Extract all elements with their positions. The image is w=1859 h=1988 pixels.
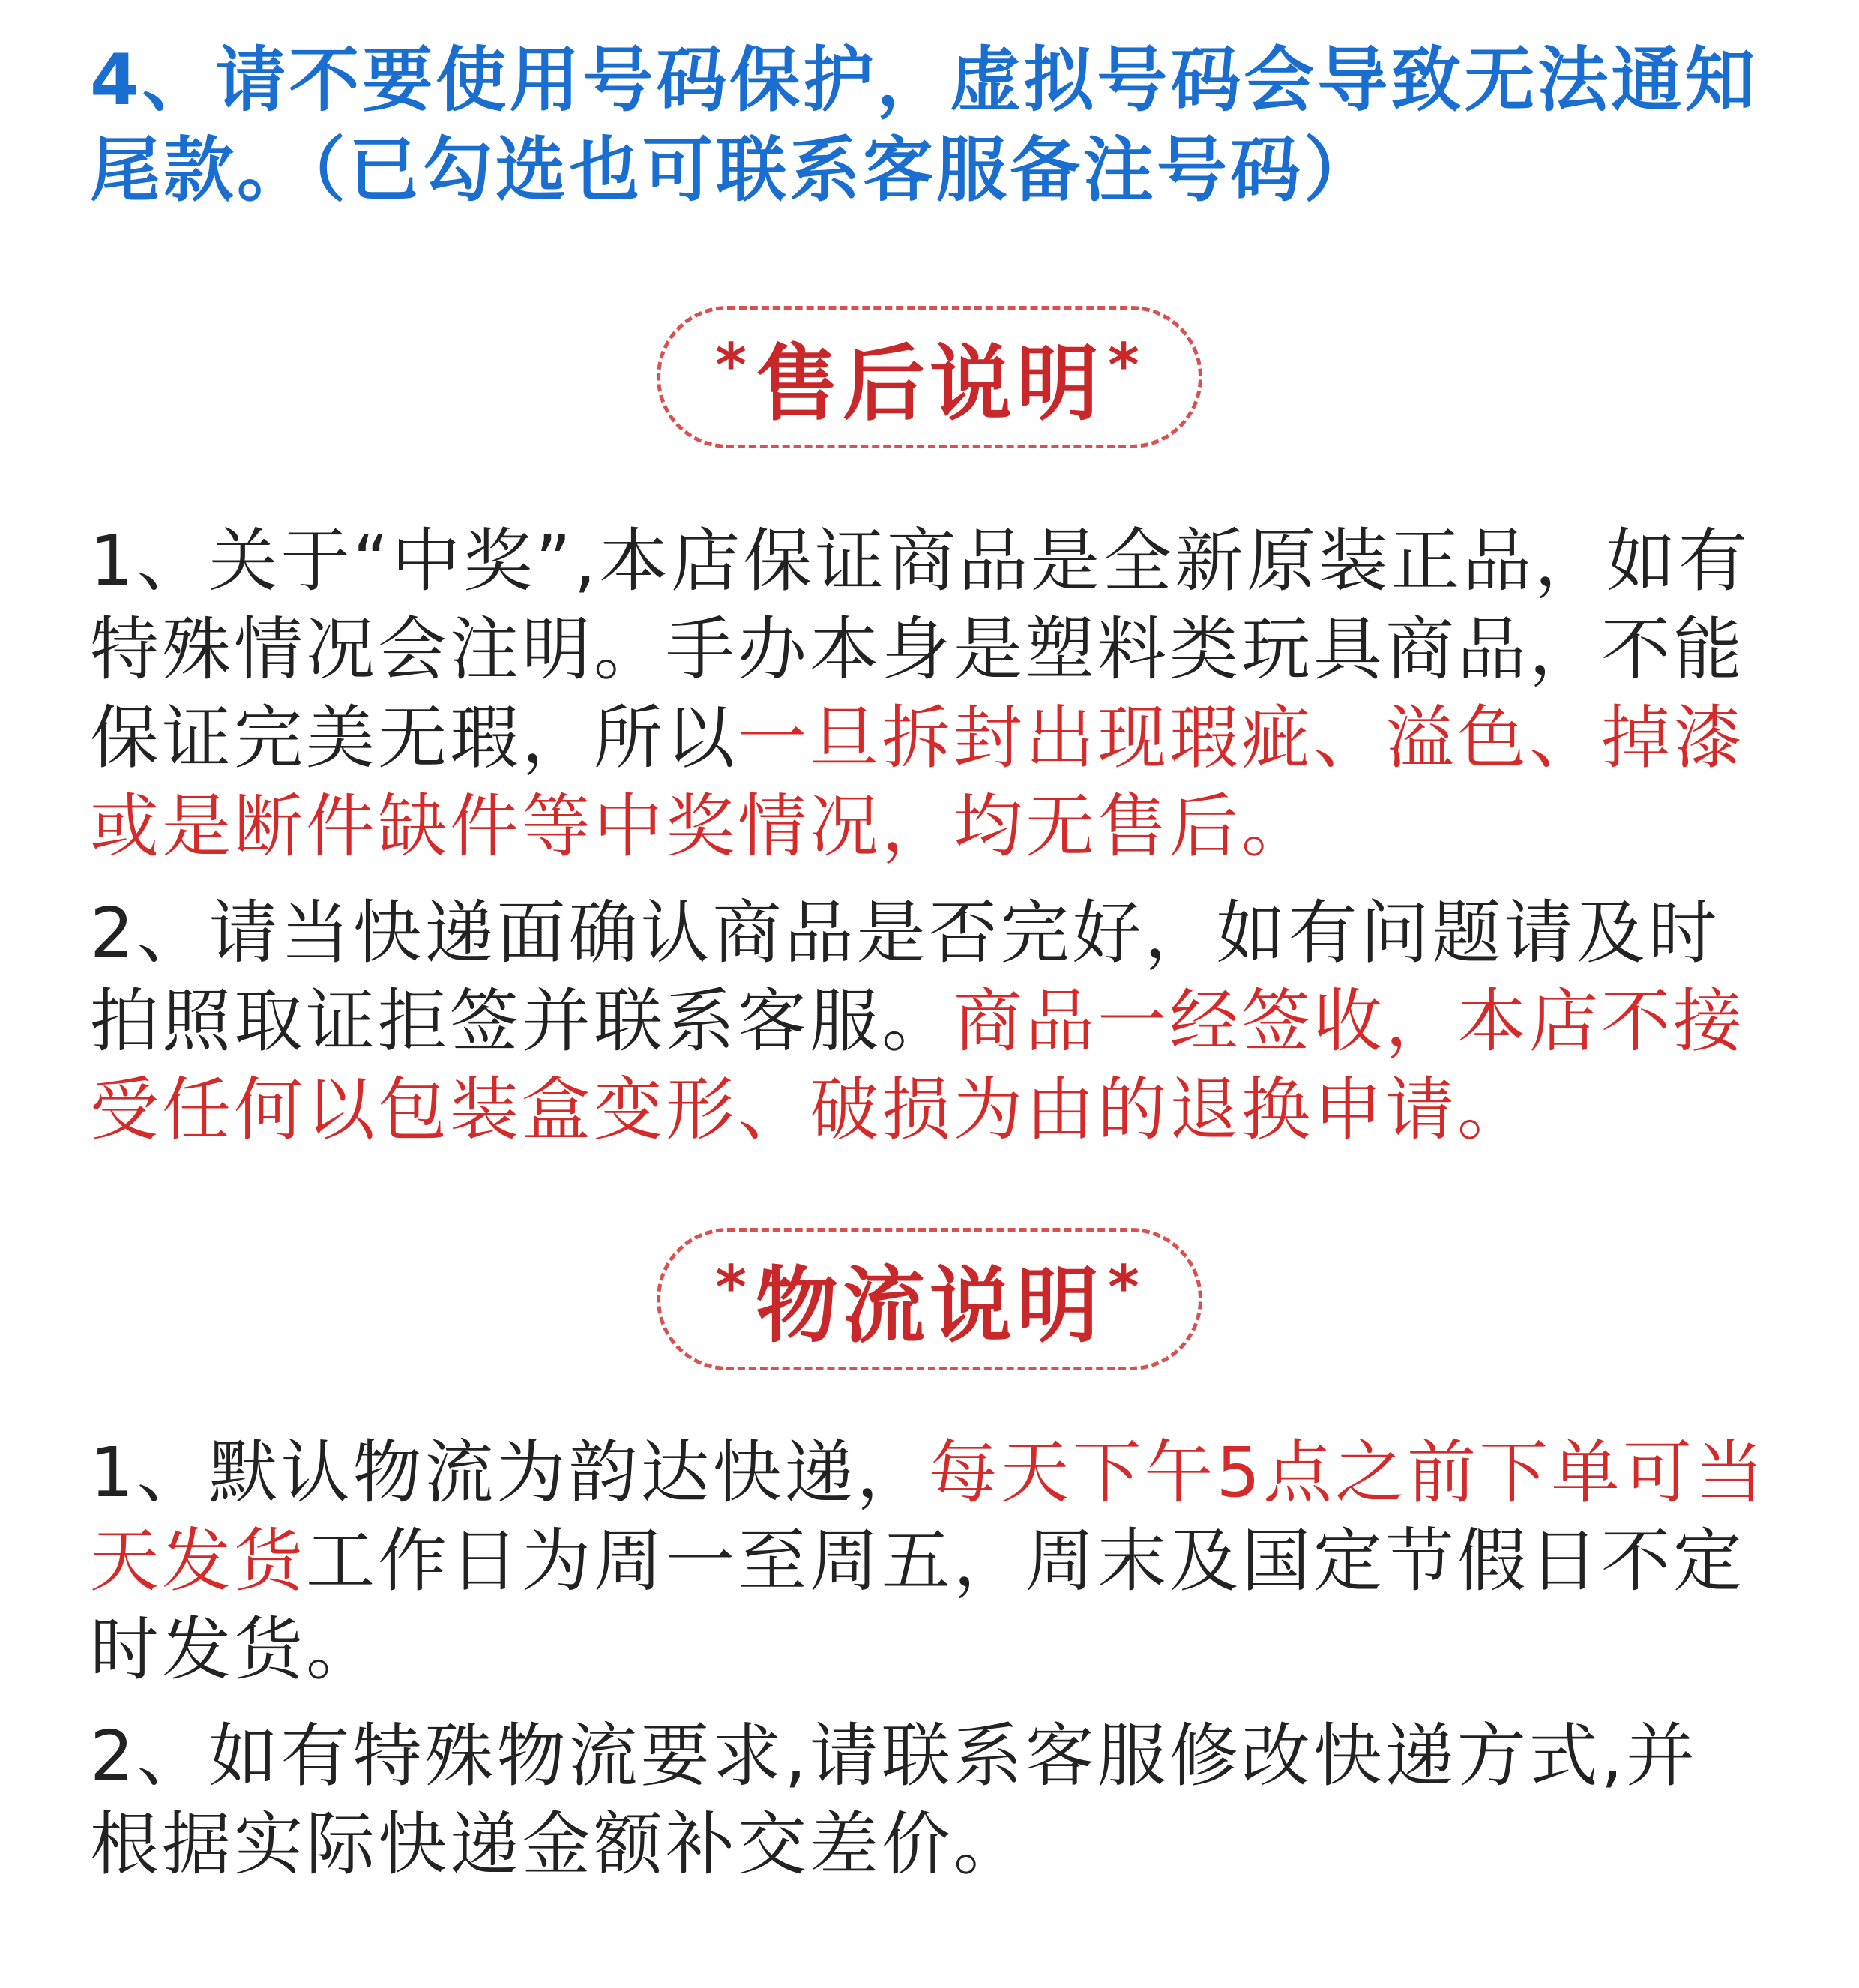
logistics-title: 物流说明 (756, 1258, 1103, 1354)
logistics-item-2 (90, 1712, 1769, 1889)
star-right: * (1108, 1252, 1144, 1322)
star-left: * (715, 330, 751, 400)
phone-protection-note-text: 4、请不要使用号码保护，虚拟号码会导致无法通知尾款。（已勾选也可联系客服备注号码） (90, 40, 1759, 211)
star-right: * (1108, 330, 1144, 400)
after-sales-header (657, 306, 1202, 448)
after-sales-item-2-highlight: 商品一经签收，本店不接受任何以包装盒变形、破损为由的退换申请。 (90, 981, 1746, 1150)
logistics-item-2-text: 2、如有特殊物流要求,请联系客服修改快递方式,并根据实际快递金额补交差价。 (90, 1716, 1699, 1885)
after-sales-title: 售后说明 (756, 336, 1103, 432)
phone-protection-note (90, 36, 1769, 216)
logistics-item-1 (90, 1429, 1769, 1694)
after-sales-item-1-text: 1、关于“中奖”,本店保证商品是全新原装正品，如有特殊情况会注明。手办本身是塑料类玩具商品，不能保证完美无瑕，所以 (90, 521, 1751, 778)
logistics-item-1-text-end: 工作日为周一至周五，周末及国定节假日不定时发货。 (90, 1521, 1746, 1690)
after-sales-item-1 (90, 517, 1769, 871)
star-left: * (715, 1252, 751, 1322)
logistics-item-1-text-start: 1、默认物流为韵达快递， (90, 1433, 929, 1513)
logistics-item-1-highlight: 每天下午5点之前下单可当天发货 (90, 1433, 1768, 1601)
after-sales-item-2 (90, 889, 1769, 1154)
after-sales-item-1-highlight: 一旦拆封出现瑕疵、溢色、掉漆或是断件缺件等中奖情况，均无售后。 (90, 698, 1746, 867)
after-sales-item-2-text: 2、请当快递面确认商品是否完好，如有问题请及时拍照取证拒签并联系客服。 (90, 893, 1720, 1061)
logistics-header (657, 1228, 1202, 1370)
